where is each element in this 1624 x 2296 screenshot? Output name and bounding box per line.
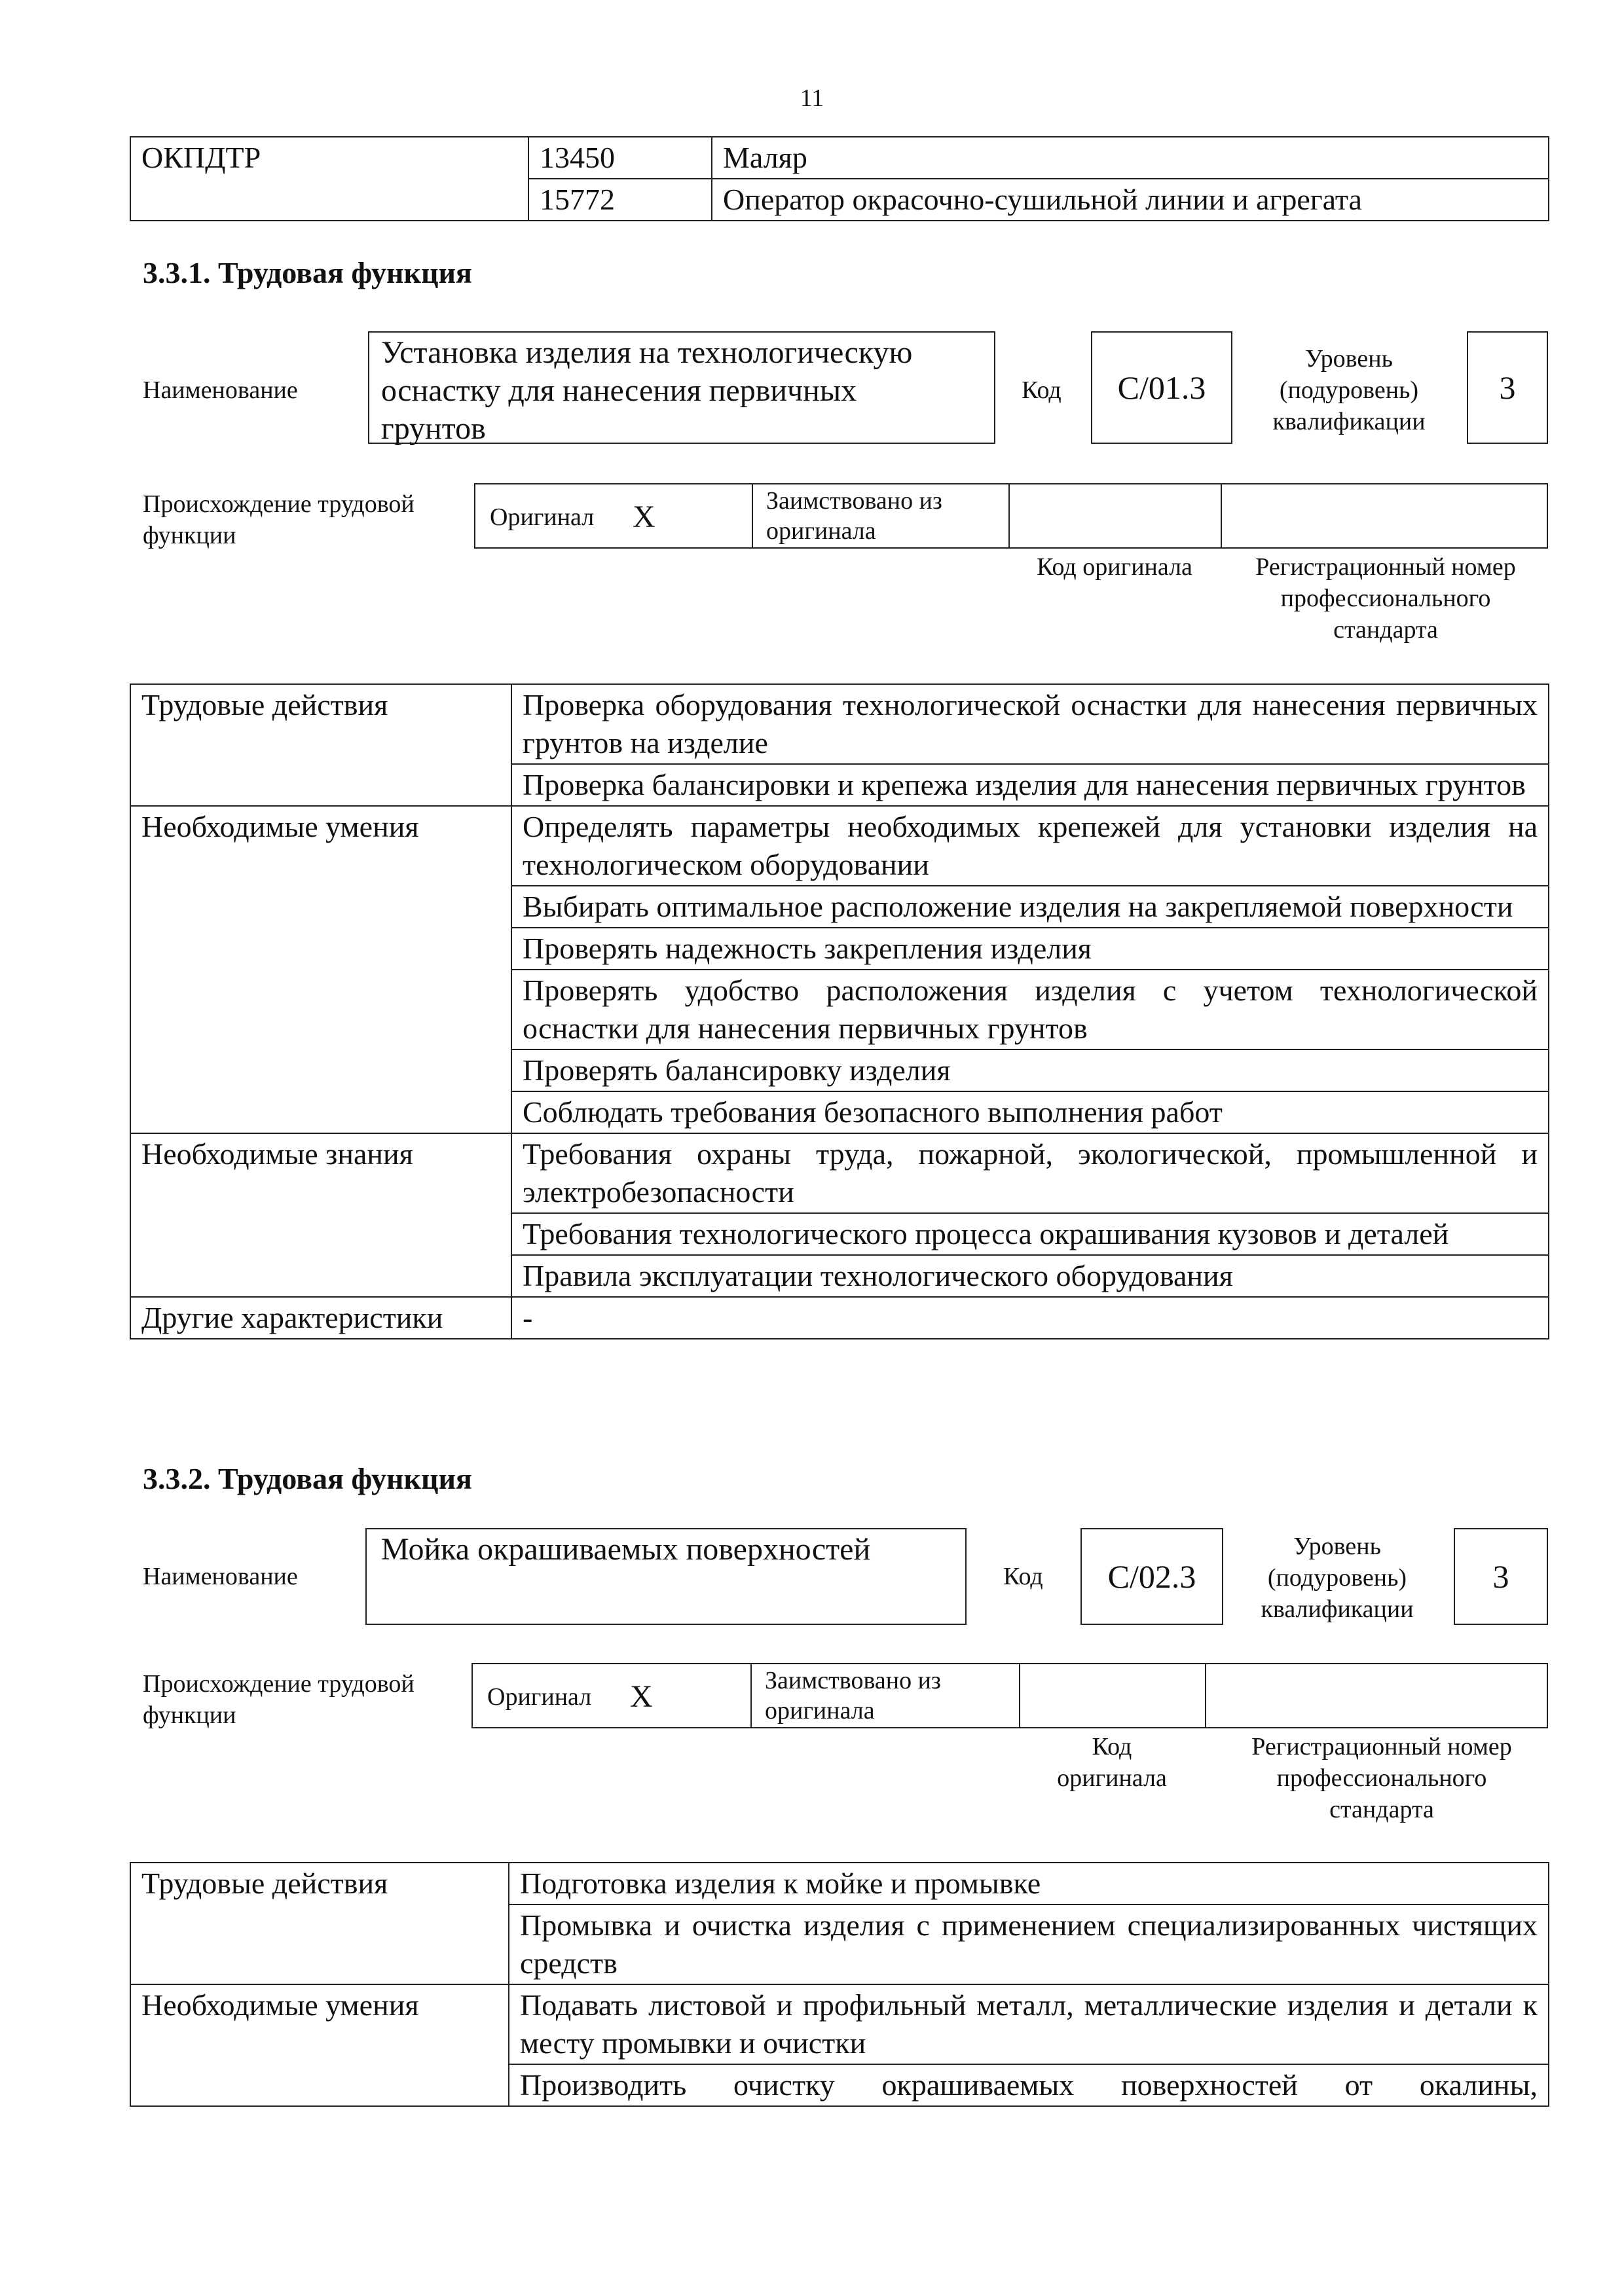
action-item: Подготовка изделия к мойке и промывке	[509, 1863, 1549, 1904]
knowledge-item: Требования технологического процесса окрашивания кузовов и деталей	[511, 1213, 1549, 1255]
qualification-level-box: 3	[1467, 331, 1548, 444]
origin-row	[474, 483, 1548, 549]
kod-originala-label: Код оригинала	[1037, 553, 1192, 581]
okpdtr-table	[130, 136, 1549, 221]
row-label-knowledge: Необходимые знания	[130, 1133, 511, 1297]
reg-number-label: Регистрационный номер профессионального стандарта	[1255, 553, 1516, 644]
f1-details-table	[130, 683, 1549, 1339]
okpdtr-code: 15772	[528, 179, 712, 221]
row-label-actions: Трудовые действия	[130, 684, 511, 806]
reg-number-cell	[1206, 1664, 1547, 1727]
okpdtr-label: ОКПДТР	[130, 137, 528, 221]
function-name-box: Установка изделия на технологическую оснастку для нанесения первичных грунтов	[368, 331, 995, 444]
f2-details-table	[130, 1862, 1549, 2107]
origin-row	[471, 1663, 1548, 1728]
skill-item: Проверять надежность закрепления изделия	[511, 928, 1549, 970]
row-label-actions: Трудовые действия	[130, 1863, 509, 1984]
skill-item: Определять параметры необходимых крепежей для установки изделия на технологическом оборудовании	[511, 806, 1549, 886]
uroven-label: Уровень (подуровень) квалификации	[1272, 345, 1426, 435]
row-label-skills: Необходимые умения	[130, 1984, 509, 2106]
zaimstvovano-cell: Заимствовано из оригинала	[752, 1664, 1020, 1727]
action-item: Проверка оборудования технологической оснастки для нанесения первичных грунтов на изделие	[511, 684, 1549, 764]
other-value: -	[511, 1297, 1549, 1339]
function-code-box: С/02.3	[1080, 1528, 1223, 1625]
qualification-level-box: 3	[1454, 1528, 1548, 1625]
knowledge-item: Требования охраны труда, пожарной, экологической, промышленной и электробезопасности	[511, 1133, 1549, 1213]
skill-item: Выбирать оптимальное расположение изделия на закрепляемой поверхности	[511, 886, 1549, 928]
zaimstvovano-cell: Заимствовано из оригинала	[753, 484, 1010, 547]
okpdtr-name: Оператор окрасочно-сушильной линии и агрегата	[712, 179, 1549, 221]
skill-item: Соблюдать требования безопасного выполнения работ	[511, 1091, 1549, 1133]
reg-number-cell	[1222, 484, 1547, 547]
uroven-label: Уровень (подуровень) квалификации	[1261, 1533, 1414, 1623]
skill-item: Подавать листовой и профильный металл, металлические изделия и детали к месту промывки и очистки	[509, 1984, 1549, 2064]
kod-label: Код	[1022, 376, 1061, 404]
function-name-box: Мойка окрашиваемых поверхностей	[365, 1528, 967, 1625]
skill-item: Проверять балансировку изделия	[511, 1049, 1549, 1091]
kod-originala-label: Код оригинала	[1057, 1733, 1167, 1792]
original-mark: X	[633, 500, 655, 534]
proishozhdenie-label: Происхождение трудовой функции	[143, 1670, 415, 1729]
kod-originala-cell	[1010, 484, 1222, 547]
section-heading: 3.3.2. Трудовая функция	[143, 1462, 472, 1495]
knowledge-item: Правила эксплуатации технологического оборудования	[511, 1255, 1549, 1297]
reg-number-label: Регистрационный номер профессионального стандарта	[1251, 1733, 1512, 1823]
skill-item: Проверять удобство расположения изделия с учетом технологической оснастки для нанесения первичных грунтов	[511, 970, 1549, 1049]
original-cell	[475, 484, 753, 547]
original-label: Оригинал	[490, 503, 595, 531]
original-mark: X	[630, 1679, 653, 1714]
row-label-other: Другие характеристики	[130, 1297, 511, 1339]
proishozhdenie-label: Происхождение трудовой функции	[143, 490, 415, 549]
naimenovanie-label: Наименование	[143, 376, 298, 404]
naimenovanie-label: Наименование	[143, 1563, 298, 1590]
action-item: Промывка и очистка изделия с применением специализированных чистящих средств	[509, 1904, 1549, 1984]
original-cell	[473, 1664, 752, 1727]
section-heading: 3.3.1. Трудовая функция	[143, 256, 472, 289]
row-label-skills: Необходимые умения	[130, 806, 511, 1133]
page-number: 11	[800, 84, 824, 112]
okpdtr-code: 13450	[528, 137, 712, 179]
function-code-box: С/01.3	[1091, 331, 1232, 444]
action-item: Проверка балансировки и крепежа изделия для нанесения первичных грунтов	[511, 764, 1549, 806]
okpdtr-name: Маляр	[712, 137, 1549, 179]
original-label: Оригинал	[487, 1683, 592, 1711]
kod-label: Код	[1003, 1563, 1043, 1590]
kod-originala-cell	[1020, 1664, 1206, 1727]
skill-item: Производить очистку окрашиваемых поверхностей от окалины,	[509, 2064, 1549, 2106]
